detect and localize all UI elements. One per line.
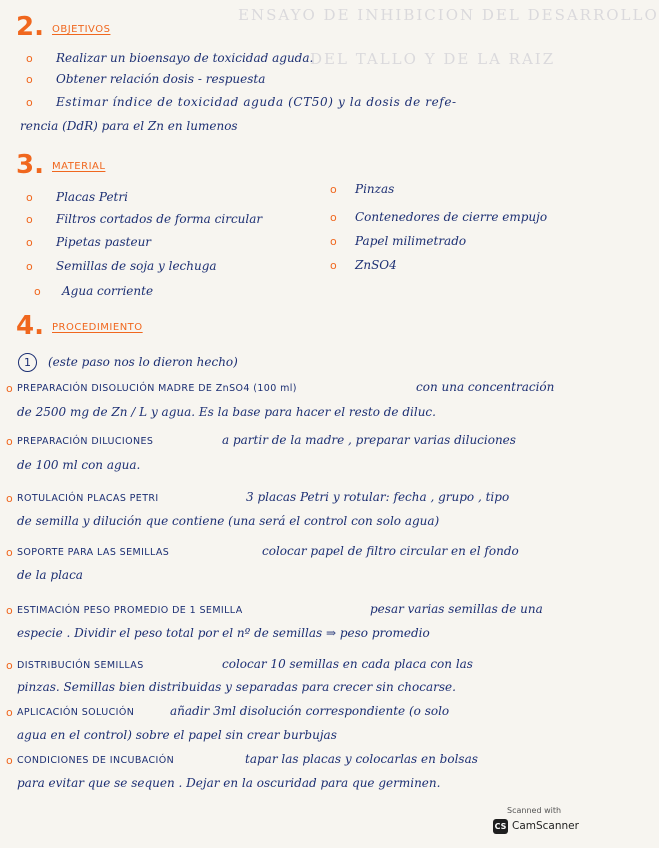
step-text: de semilla y dilución que contiene (una será el control con solo agua) <box>17 514 440 528</box>
section-number: 3. <box>16 150 44 180</box>
bleed-through-text: ENSAYO DE INHIBICION DEL DESARROLLO <box>238 6 659 24</box>
section-title: OBJETIVOS <box>52 24 111 35</box>
step-heading: PREPARACIÓN DILUCIONES <box>17 436 154 447</box>
step-text: pesar varias semillas de una <box>370 602 543 616</box>
bleed-through-text: DEL TALLO Y DE LA RAIZ <box>310 50 556 68</box>
step-text: colocar papel de filtro circular en el fondo <box>262 544 519 558</box>
material-item: Filtros cortados de forma circular <box>56 212 263 226</box>
bullet-icon: o <box>26 52 33 65</box>
material-item: Pipetas pasteur <box>56 235 152 249</box>
objective-item-continued: rencia (DdR) para el Zn en lumenos <box>20 119 238 133</box>
bullet-icon: o <box>6 754 13 767</box>
watermark-caption: Scanned with <box>507 806 562 815</box>
step-heading: SOPORTE PARA LAS SEMILLAS <box>17 547 170 558</box>
bullet-icon: o <box>6 382 13 395</box>
step-text: de la placa <box>17 568 83 582</box>
step-heading: ESTIMACIÓN PESO PROMEDIO DE 1 SEMILLA <box>17 605 243 616</box>
step-heading: DISTRIBUCIÓN SEMILLAS <box>17 660 144 671</box>
bullet-icon: o <box>26 191 33 204</box>
bullet-icon: o <box>6 659 13 672</box>
material-item: Placas Petri <box>56 190 128 204</box>
step-heading: ROTULACIÓN PLACAS PETRI <box>17 493 159 504</box>
material-item: Pinzas <box>355 182 395 196</box>
material-item: ZnSO4 <box>355 258 397 272</box>
bullet-icon: o <box>6 546 13 559</box>
step-text: pinzas. Semillas bien distribuidas y separadas para crecer sin chocarse. <box>17 680 456 694</box>
step-heading: APLICACIÓN SOLUCIÓN <box>17 707 135 718</box>
objective-item: Realizar un bioensayo de toxicidad aguda. <box>56 51 314 65</box>
bullet-icon: o <box>330 235 337 248</box>
section-title: MATERIAL <box>52 161 106 172</box>
bullet-icon: o <box>6 435 13 448</box>
bullet-icon: o <box>26 213 33 226</box>
objective-item: Estimar índice de toxicidad aguda (CT50) y la dosis de refe- <box>56 95 457 109</box>
bullet-icon: o <box>26 260 33 273</box>
step-text: a partir de la madre , preparar varias diluciones <box>222 433 516 447</box>
step-text: especie . Dividir el peso total por el nº de semillas ⇒ peso promedio <box>17 626 430 640</box>
section-number: 2. <box>16 12 44 42</box>
section-number: 4. <box>16 311 44 341</box>
bullet-icon: o <box>34 285 41 298</box>
bullet-icon: o <box>330 259 337 272</box>
camscanner-logo-icon: CS <box>493 819 508 834</box>
step-text: de 100 ml con agua. <box>17 458 141 472</box>
bullet-icon: o <box>26 73 33 86</box>
bullet-icon: o <box>26 236 33 249</box>
watermark-brand: CamScanner <box>512 820 579 832</box>
step-text: de 2500 mg de Zn / L y agua. Es la base para hacer el resto de diluc. <box>17 405 436 419</box>
bullet-icon: o <box>26 96 33 109</box>
bullet-icon: o <box>330 183 337 196</box>
material-item: Contenedores de cierre empujo <box>355 210 548 224</box>
bullet-icon: o <box>330 211 337 224</box>
step-text: colocar 10 semillas en cada placa con las <box>222 657 473 671</box>
step-heading: CONDICIONES DE INCUBACIÓN <box>17 755 175 766</box>
bullet-icon: o <box>6 604 13 617</box>
material-item: Semillas de soja y lechuga <box>56 259 217 273</box>
bullet-icon: o <box>6 706 13 719</box>
bullet-icon: o <box>6 492 13 505</box>
step-heading: PREPARACIÓN DISOLUCIÓN MADRE DE ZnSO4 (100 ml) <box>17 383 297 394</box>
step-text: 3 placas Petri y rotular: fecha , grupo , tipo <box>246 490 510 504</box>
camscanner-watermark <box>493 806 587 840</box>
step-note: (este paso nos lo dieron hecho) <box>48 355 238 369</box>
section-title: PROCEDIMIENTO <box>52 322 143 333</box>
step-text: tapar las placas y colocarlas en bolsas <box>245 752 478 766</box>
material-item: Agua corriente <box>62 284 154 298</box>
step-number-circle: 1 <box>18 353 37 372</box>
step-text: añadir 3ml disolución correspondiente (o solo <box>170 704 450 718</box>
step-text: agua en el control) sobre el papel sin crear burbujas <box>17 728 337 742</box>
objective-item: Obtener relación dosis - respuesta <box>56 72 266 86</box>
material-item: Papel milimetrado <box>355 234 467 248</box>
step-text: para evitar que se sequen . Dejar en la oscuridad para que germinen. <box>17 776 441 790</box>
step-text: con una concentración <box>416 380 555 394</box>
